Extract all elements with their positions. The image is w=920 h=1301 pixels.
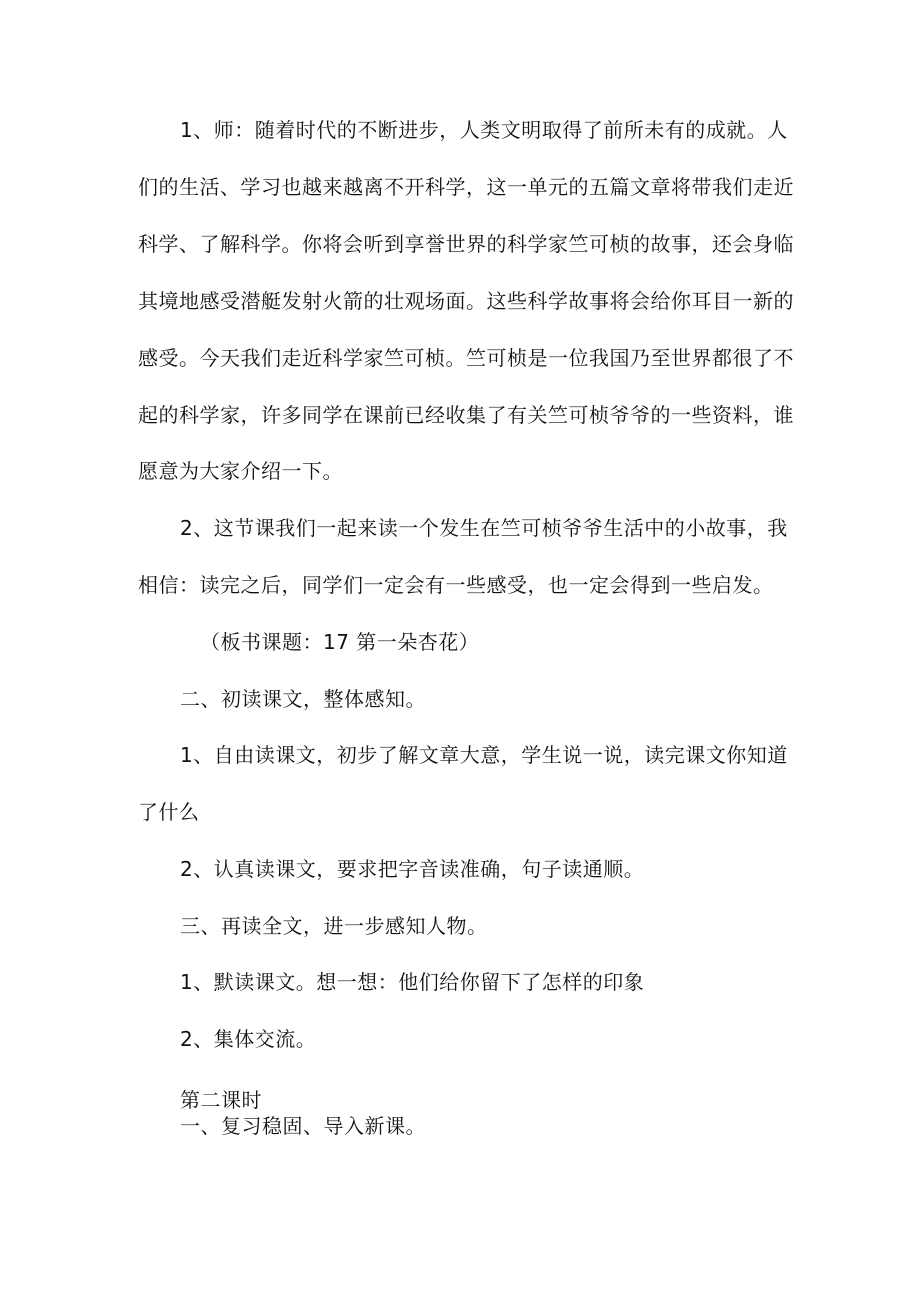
section-2-heading: 二、初读课文，整体感知。 <box>180 687 426 711</box>
paragraph-1-line-6: 起的科学家，许多同学在课前已经收集了有关竺可桢爷爷的一些资料，谁 <box>138 403 794 427</box>
board-title: （板书课题：17 第一朵杏花） <box>200 630 480 654</box>
section-2-item-2: 2、认真读课文，要求把字音读准确，句子读通顺。 <box>180 857 645 881</box>
paragraph-1-line-2: 们的生活、学习也越来越离不开科学，这一单元的五篇文章将带我们走近 <box>138 175 794 199</box>
lesson-2-title: 第二课时 <box>180 1088 262 1112</box>
lesson-2-heading: 一、复习稳固、导入新课。 <box>180 1114 426 1138</box>
paragraph-2-line-1: 2、这节课我们一起来读一个发生在竺可桢爷爷生活中的小故事，我 <box>180 516 788 540</box>
section-2-item-1-line-2: 了什么 <box>138 800 200 824</box>
section-2-item-1-line-1: 1、自由读课文，初步了解文章大意，学生说一说，读完课文你知道 <box>180 743 788 767</box>
paragraph-1-line-5: 感受。今天我们走近科学家竺可桢。竺可桢是一位我国乃至世界都很了不 <box>138 346 794 370</box>
section-3-heading: 三、再读全文，进一步感知人物。 <box>180 914 488 938</box>
section-3-item-2: 2、集体交流。 <box>180 1027 317 1051</box>
paragraph-2-line-2: 相信：读完之后，同学们一定会有一些感受，也一定会得到一些启发。 <box>138 573 774 597</box>
paragraph-1-line-1: 1、师：随着时代的不断进步，人类文明取得了前所未有的成就。人 <box>180 118 788 142</box>
section-3-item-1: 1、默读课文。想一想：他们给你留下了怎样的印象 <box>180 970 645 994</box>
paragraph-1-line-4: 其境地感受潜艇发射火箭的壮观场面。这些科学故事将会给你耳目一新的 <box>138 289 794 313</box>
paragraph-1-line-7: 愿意为大家介绍一下。 <box>138 459 343 483</box>
paragraph-1-line-3: 科学、了解科学。你将会听到享誉世界的科学家竺可桢的故事，还会身临 <box>138 232 794 256</box>
